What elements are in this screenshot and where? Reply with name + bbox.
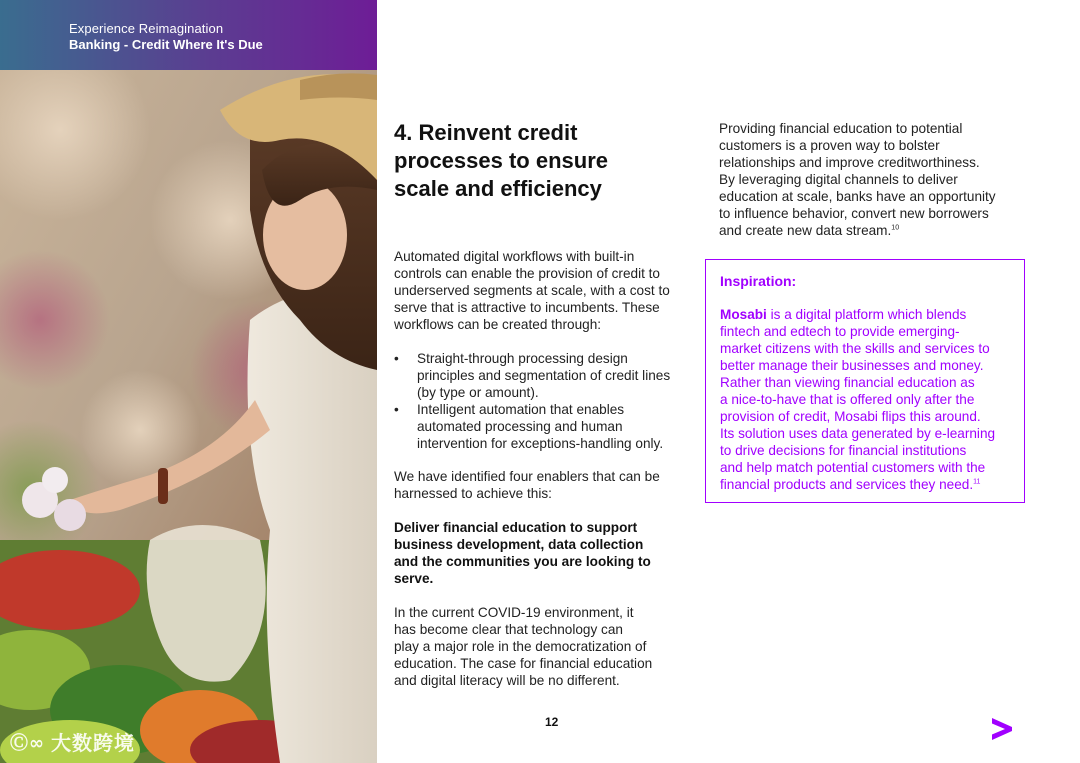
text-line: fintech and edtech to provide emerging- bbox=[720, 324, 960, 339]
text-line: to drive decisions for financial institutions bbox=[720, 443, 967, 458]
text-line: By leveraging digital channels to deliver bbox=[719, 172, 958, 187]
enablers-paragraph bbox=[394, 468, 694, 502]
text-line bbox=[720, 306, 1020, 323]
bullet-item bbox=[394, 401, 694, 452]
text-line: has become clear that technology can bbox=[394, 622, 623, 637]
intro-paragraph bbox=[394, 248, 694, 333]
text-line: intervention for exceptions-handling only. bbox=[417, 436, 664, 451]
accenture-greater-than-icon bbox=[990, 716, 1014, 742]
watermark-text: 大数跨境 bbox=[51, 733, 135, 755]
text-line bbox=[720, 476, 1020, 493]
text-line: relationships and improve creditworthiness. bbox=[719, 155, 980, 170]
report-title: Banking - Credit Where It's Due bbox=[69, 37, 263, 52]
text-line: In the current COVID-19 environment, it bbox=[394, 605, 634, 620]
heading-line: scale and efficiency bbox=[394, 176, 602, 201]
text-line: Providing financial education to potential bbox=[719, 121, 963, 136]
workflow-bullet-list bbox=[394, 350, 694, 452]
woman-at-market-photo bbox=[0, 70, 377, 763]
inspiration-body bbox=[720, 306, 1020, 493]
page-number: 12 bbox=[545, 715, 559, 729]
watermark bbox=[10, 727, 135, 756]
text-line: harnessed to achieve this: bbox=[394, 486, 552, 501]
text-fragment: is a digital platform which blends bbox=[766, 307, 967, 322]
text-line: provision of credit, Mosabi flips this around. bbox=[720, 409, 981, 424]
text-line: • Straight-through processing design bbox=[417, 351, 628, 366]
text-line: Rather than viewing financial education as bbox=[720, 375, 975, 390]
text-fragment: and create new data stream. bbox=[719, 223, 892, 238]
company-name: Mosabi bbox=[720, 307, 767, 322]
text-line: We have identified four enablers that can be bbox=[394, 469, 660, 484]
text-line: to influence behavior, convert new borrowers bbox=[719, 206, 989, 221]
text-line: education. The case for financial education bbox=[394, 656, 653, 671]
text-line: • Intelligent automation that enables bbox=[417, 402, 625, 417]
financial-education-paragraph bbox=[719, 120, 1019, 239]
text-line: and help match potential customers with the bbox=[720, 460, 986, 475]
text-line: play a major role in the democratization of bbox=[394, 639, 647, 654]
text-line bbox=[719, 222, 1019, 239]
text-line: and digital literacy will be no different. bbox=[394, 673, 620, 688]
text-line: automated processing and human bbox=[417, 419, 623, 434]
hero-photo-panel bbox=[0, 0, 377, 763]
enabler-subheading bbox=[394, 519, 694, 587]
text-line: a nice-to-have that is offered only after the bbox=[720, 392, 975, 407]
text-line: and the communities you are looking to bbox=[394, 554, 651, 569]
text-fragment: financial products and services they need. bbox=[720, 477, 974, 492]
covid-paragraph bbox=[394, 604, 694, 689]
inspiration-title: Inspiration: bbox=[720, 273, 797, 289]
footnote-ref[interactable]: 10 bbox=[891, 224, 900, 232]
text-line: (by type or amount). bbox=[417, 385, 539, 400]
heading-line: 4. Reinvent credit bbox=[394, 120, 578, 145]
section-heading bbox=[394, 119, 684, 203]
inspiration-callout bbox=[705, 259, 1025, 503]
text-line: Deliver financial education to support bbox=[394, 520, 638, 535]
text-line: workflows can be created through: bbox=[394, 317, 602, 332]
text-line: Its solution uses data generated by e-learning bbox=[720, 426, 996, 441]
text-line: serve that is attractive to incumbents. These bbox=[394, 300, 660, 315]
text-line: Automated digital workflows with built-in bbox=[394, 249, 635, 264]
text-line: market citizens with the skills and services to bbox=[720, 341, 990, 356]
section-label: Experience Reimagination bbox=[69, 21, 224, 36]
text-line: principles and segmentation of credit lines bbox=[417, 368, 671, 383]
footnote-ref[interactable]: 11 bbox=[973, 478, 981, 486]
bullet-item bbox=[394, 350, 694, 401]
text-line: business development, data collection bbox=[394, 537, 644, 552]
text-line: education at scale, banks have an opportunity bbox=[719, 189, 996, 204]
heading-line: processes to ensure bbox=[394, 148, 608, 173]
watermark-logo-icon: Ⓒ∞ bbox=[10, 732, 45, 754]
text-line: serve. bbox=[394, 571, 434, 586]
text-line: better manage their businesses and money. bbox=[720, 358, 984, 373]
text-line: customers is a proven way to bolster bbox=[719, 138, 940, 153]
text-line: underserved segments at scale, with a cost to bbox=[394, 283, 670, 298]
header-banner bbox=[0, 0, 377, 70]
text-line: controls can enable the provision of credit to bbox=[394, 266, 660, 281]
